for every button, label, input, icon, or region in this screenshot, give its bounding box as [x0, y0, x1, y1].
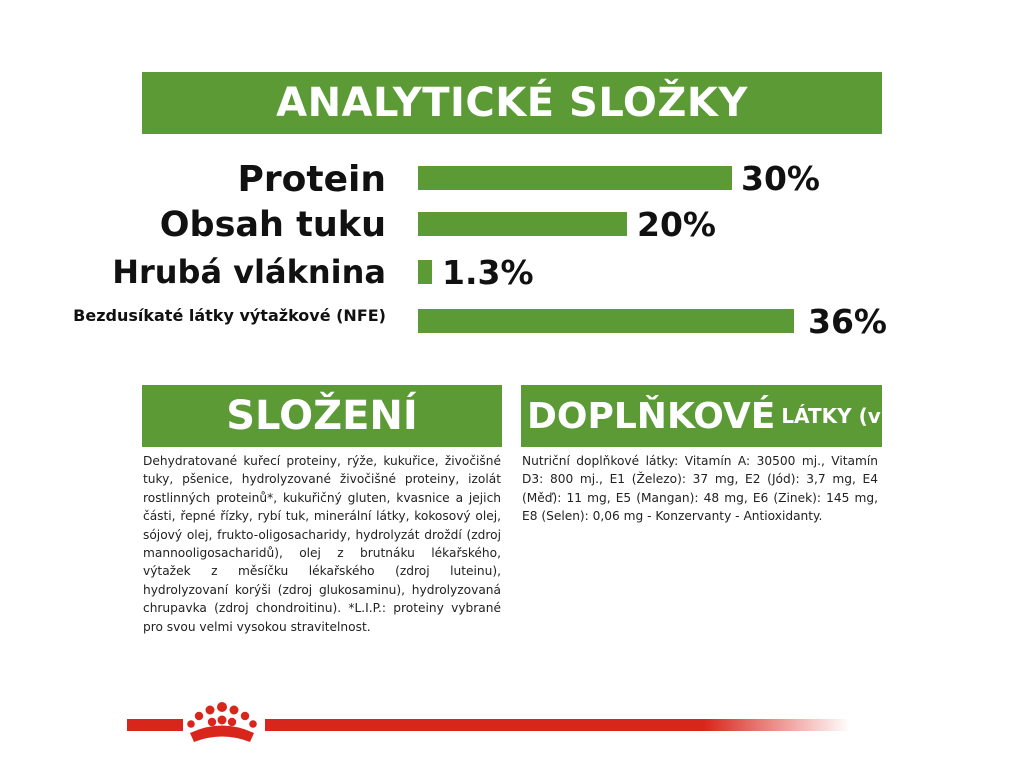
nutrient-bar-protein: [418, 166, 732, 190]
royal-canin-crown-icon: [182, 700, 262, 748]
footer-red-line-left: [127, 719, 183, 731]
additives-title-small: LÁTKY (v 1 kg): [781, 404, 946, 428]
nutrient-label-fiber: Hrubá vláknina: [112, 253, 386, 291]
additives-text: Nutriční doplňkové látky: Vitamín A: 30500 mj., Vitamín D3: 800 mj., E1 (Železo): 37 mg, E2 (Jód): 3,7 mg, E4 (Měď): 11 mg, E5 (Mangan): 48 mg, E6 (Zinek): 145 mg, E8 (Selen): 0,06 mg - Konzervanty - Antioxidanty.: [522, 454, 878, 524]
footer-red-line-right: [265, 719, 850, 731]
nutrient-label-fat: Obsah tuku: [159, 205, 386, 245]
additives-title-main: DOPLŇKOVÉ: [527, 395, 776, 437]
nutrient-value-nfe: 36%: [808, 302, 887, 341]
nutrient-value-fiber: 1.3%: [442, 253, 534, 292]
nutrient-bar-fat: [418, 212, 627, 236]
nutrient-bar-nfe: [418, 309, 794, 333]
analytical-components-header: [142, 72, 882, 134]
nutrient-bar-fiber: [418, 260, 432, 284]
nutrient-value-protein: 30%: [741, 159, 820, 198]
composition-text: Dehydratované kuřecí proteiny, rýže, kukuřice, živočišné tuky, pšenice, hydrolyzované živočišné proteiny, izolát rostlinných proteinů*, kukuřičný gluten, kvasnice a jejich části, řepné řízky, rybí tuk, minerální látky, kokosový olej, sójový olej, frukto-oligosacharidy, hydrolyzát droždí (zdroj mannooligosacharidů), olej z brutnáku lékařského, výtažek z měsíčku lékařského (zdroj luteinu), hydrolyzovaní korýši (zdroj glukosaminu), hydrolyzovaná chrupavka (zdroj chondroitinu). *L.I.P.: proteiny vybrané pro svou velmi vysokou stravitelnost.: [143, 454, 501, 634]
composition-title: SLOŽENÍ: [226, 393, 418, 439]
additives-header: [521, 385, 946, 447]
nutrient-label-nfe: Bezdusíkaté látky výtažkové (NFE): [73, 306, 386, 325]
composition-header: [142, 385, 502, 447]
nutrient-label-protein: Protein: [237, 159, 386, 200]
analytical-components-title: ANALYTICKÉ SLOŽKY: [276, 80, 748, 126]
nutrient-value-fat: 20%: [637, 205, 716, 244]
